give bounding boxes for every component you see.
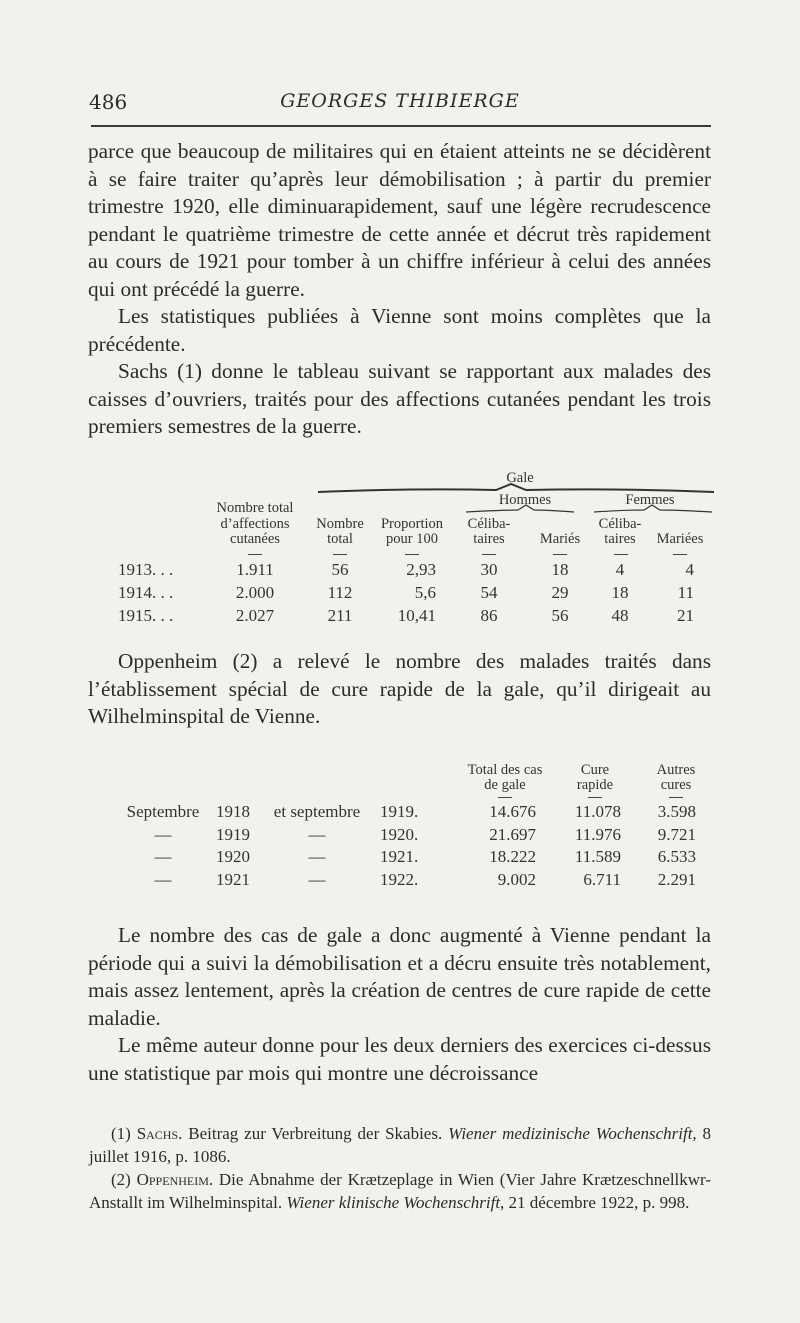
cell-hommes-maries: 29 — [551, 583, 569, 602]
header-rule — [91, 125, 711, 127]
cell-total: 1.911 — [236, 560, 274, 579]
cell-from: — — [154, 870, 172, 889]
head-total-2: d’affections — [220, 516, 290, 532]
cell-autres-cures: 2.291 — [657, 870, 696, 889]
footnote-author: Sachs. — [136, 1124, 183, 1143]
paragraph-4: Oppenheim (2) a relevé le nombre des malades traités dans l’établissement spécial de cure rapide de la gale, qu’il dirigeait au Wilhelminspital de Vienne. — [88, 649, 711, 728]
head-celib-1: Céliba- — [467, 516, 511, 532]
brace-hommes-femmes — [466, 504, 716, 514]
cell-middle: — — [308, 825, 326, 844]
paragraph-6: Le même auteur donne pour les deux derniers des exercices ci-dessus une statistique par mois qui montre une décroissance — [88, 1033, 711, 1085]
cell-year-end: 1921. — [380, 847, 419, 866]
paragraph-2: Les statistiques publiées à Vienne sont moins complètes que la précédente. — [88, 304, 711, 356]
cell-proportion: 10,41 — [397, 606, 436, 625]
cell-total: 2.027 — [235, 606, 275, 625]
cell-femmes-celib: 48 — [611, 606, 629, 625]
head-cure-1: Cure — [580, 762, 610, 778]
head-nombre-2: total — [327, 531, 353, 547]
head-total-1: Nombre total — [216, 500, 294, 516]
head-maries: Mariés — [539, 531, 581, 547]
cell-hommes-celib: 54 — [480, 583, 498, 602]
rule-mark — [248, 554, 262, 555]
cell-hommes-maries: 18 — [551, 560, 569, 579]
footnote-mark: (1) — [111, 1124, 131, 1143]
cell-year-end: 1922. — [380, 870, 419, 889]
cell-middle: et septembre — [273, 802, 361, 821]
rule-mark — [482, 554, 496, 555]
footnote-mark: (2) — [111, 1170, 131, 1189]
footnote-journal: Wiener medizinische Wochenschrift, — [448, 1124, 697, 1143]
cell-autres-cures: 3.598 — [657, 802, 696, 821]
head-autres-2: cures — [660, 777, 692, 793]
cell-nombre: 112 — [327, 583, 353, 602]
head-total-3: cutanées — [230, 531, 280, 547]
cell-cure-rapide: 11.976 — [574, 825, 621, 844]
rule-mark — [333, 554, 347, 555]
cell-from: — — [154, 847, 172, 866]
row-year: 1914. . . — [118, 583, 174, 602]
cell-proportion: 5,6 — [414, 583, 436, 602]
head-prop-1: Proportion — [380, 516, 444, 532]
cell-hommes-celib: 30 — [480, 560, 498, 579]
head-autres-1: Autres — [656, 762, 696, 778]
footnote-title: Beitrag zur Verbreitung der Skabies. — [188, 1124, 443, 1143]
body-text-middle — [88, 648, 711, 731]
cell-year-end: 1919. — [380, 802, 419, 821]
cell-nombre: 56 — [331, 560, 349, 579]
cell-total-cas: 14.676 — [489, 802, 536, 821]
cell-autres-cures: 9.721 — [657, 825, 696, 844]
cell-cure-rapide: 11.589 — [574, 847, 621, 866]
group-hommes: Hommes — [498, 492, 552, 508]
cell-proportion: 2,93 — [406, 560, 436, 579]
footnotes — [89, 1122, 711, 1214]
footnote-reference: 21 décembre 1922, p. 998. — [508, 1193, 690, 1212]
cell-year-start: 1918 — [216, 802, 250, 821]
rule-mark — [588, 797, 602, 798]
rule-mark — [405, 554, 419, 555]
cell-year-start: 1921 — [216, 870, 250, 889]
cell-year-end: 1920. — [380, 825, 419, 844]
cell-year-start: 1920 — [216, 847, 250, 866]
rule-mark — [553, 554, 567, 555]
page-number: 486 — [89, 90, 128, 114]
cell-middle: — — [308, 870, 326, 889]
body-text-top — [88, 138, 711, 441]
cell-femmes-celib: 18 — [611, 583, 629, 602]
cell-middle: — — [308, 847, 326, 866]
cell-nombre: 211 — [327, 606, 353, 625]
footnote-reference: 8 juillet 1916, p. 1086. — [89, 1124, 712, 1166]
rule-mark — [614, 554, 628, 555]
footnote-journal: Wiener klinische Wochenschrift, — [286, 1193, 505, 1212]
head-total-cas-1: Total des cas — [467, 762, 543, 778]
cell-cure-rapide: 11.078 — [574, 802, 621, 821]
rule-mark — [673, 554, 687, 555]
row-year: 1913. . . — [118, 560, 174, 579]
cell-total: 2.000 — [235, 583, 275, 602]
paragraph-5: Le nombre des cas de gale a donc augmenté à Vienne pendant la période qui a suivi la démobilisation et a décru ensuite très notablement, mais assez lentement, après la création de centres de cure rapide de cette maladie. — [88, 923, 711, 1030]
footnote-author: Oppenheim. — [136, 1170, 214, 1189]
cell-hommes-maries: 56 — [551, 606, 569, 625]
cell-from: — — [154, 825, 172, 844]
head-cure-2: rapide — [576, 777, 614, 793]
cell-femmes-mariees: 11 — [677, 583, 694, 602]
rule-mark — [669, 797, 683, 798]
cell-femmes-mariees: 4 — [685, 560, 694, 579]
paragraph-3: Sachs (1) donne le tableau suivant se rapportant aux malades des caisses d’ouvriers, traités pour des affections cutanées pendant les trois premiers semestres de la guerre. — [88, 359, 711, 438]
cell-from: Septembre — [126, 802, 200, 821]
rule-mark — [498, 797, 512, 798]
head-nombre-1: Nombre — [316, 516, 364, 532]
row-year: 1915. . . — [118, 606, 174, 625]
cell-hommes-celib: 86 — [480, 606, 498, 625]
cell-autres-cures: 6.533 — [657, 847, 696, 866]
cell-total-cas: 21.697 — [489, 825, 536, 844]
running-title: GEORGES THIBIERGE — [280, 90, 520, 112]
head-total-cas-2: de gale — [484, 777, 526, 793]
cell-total-cas: 9.002 — [497, 870, 536, 889]
head-fcelib-2: taires — [604, 531, 636, 547]
head-mariees: Mariées — [656, 531, 704, 547]
cell-year-start: 1919 — [216, 825, 250, 844]
footnote-1 — [89, 1122, 711, 1168]
footnote-title: Die Abnahme der Krætzeplage in Wien (Vier Jahre Krætzeschnellkwr-Anstallt im Wilhelminspital. — [89, 1170, 712, 1212]
head-celib-2: taires — [473, 531, 505, 547]
group-femmes: Femmes — [625, 492, 675, 508]
head-fcelib-1: Céliba- — [598, 516, 642, 532]
head-prop-2: pour 100 — [386, 531, 438, 547]
cell-femmes-celib: 4 — [615, 560, 625, 579]
paragraph-1: parce que beaucoup de militaires qui en étaient atteints ne se décidèrent à se faire traiter qu’après leur démobilisation ; à partir du premier trimestre 1920, elle diminuarapidement, sauf une légère recrudescence pendant le quatrième trimestre de cette année et décrut très rapidement au cours de 1921 pour tomber à un chiffre inférieur à celui des années qui ont précédé la guerre. — [88, 139, 711, 301]
cell-total-cas: 18.222 — [489, 847, 536, 866]
body-text-bottom — [88, 922, 711, 1087]
footnote-2 — [89, 1168, 711, 1214]
cell-femmes-mariees: 21 — [677, 606, 694, 625]
cell-cure-rapide: 6.711 — [583, 870, 621, 889]
group-gale: Gale — [506, 470, 534, 486]
